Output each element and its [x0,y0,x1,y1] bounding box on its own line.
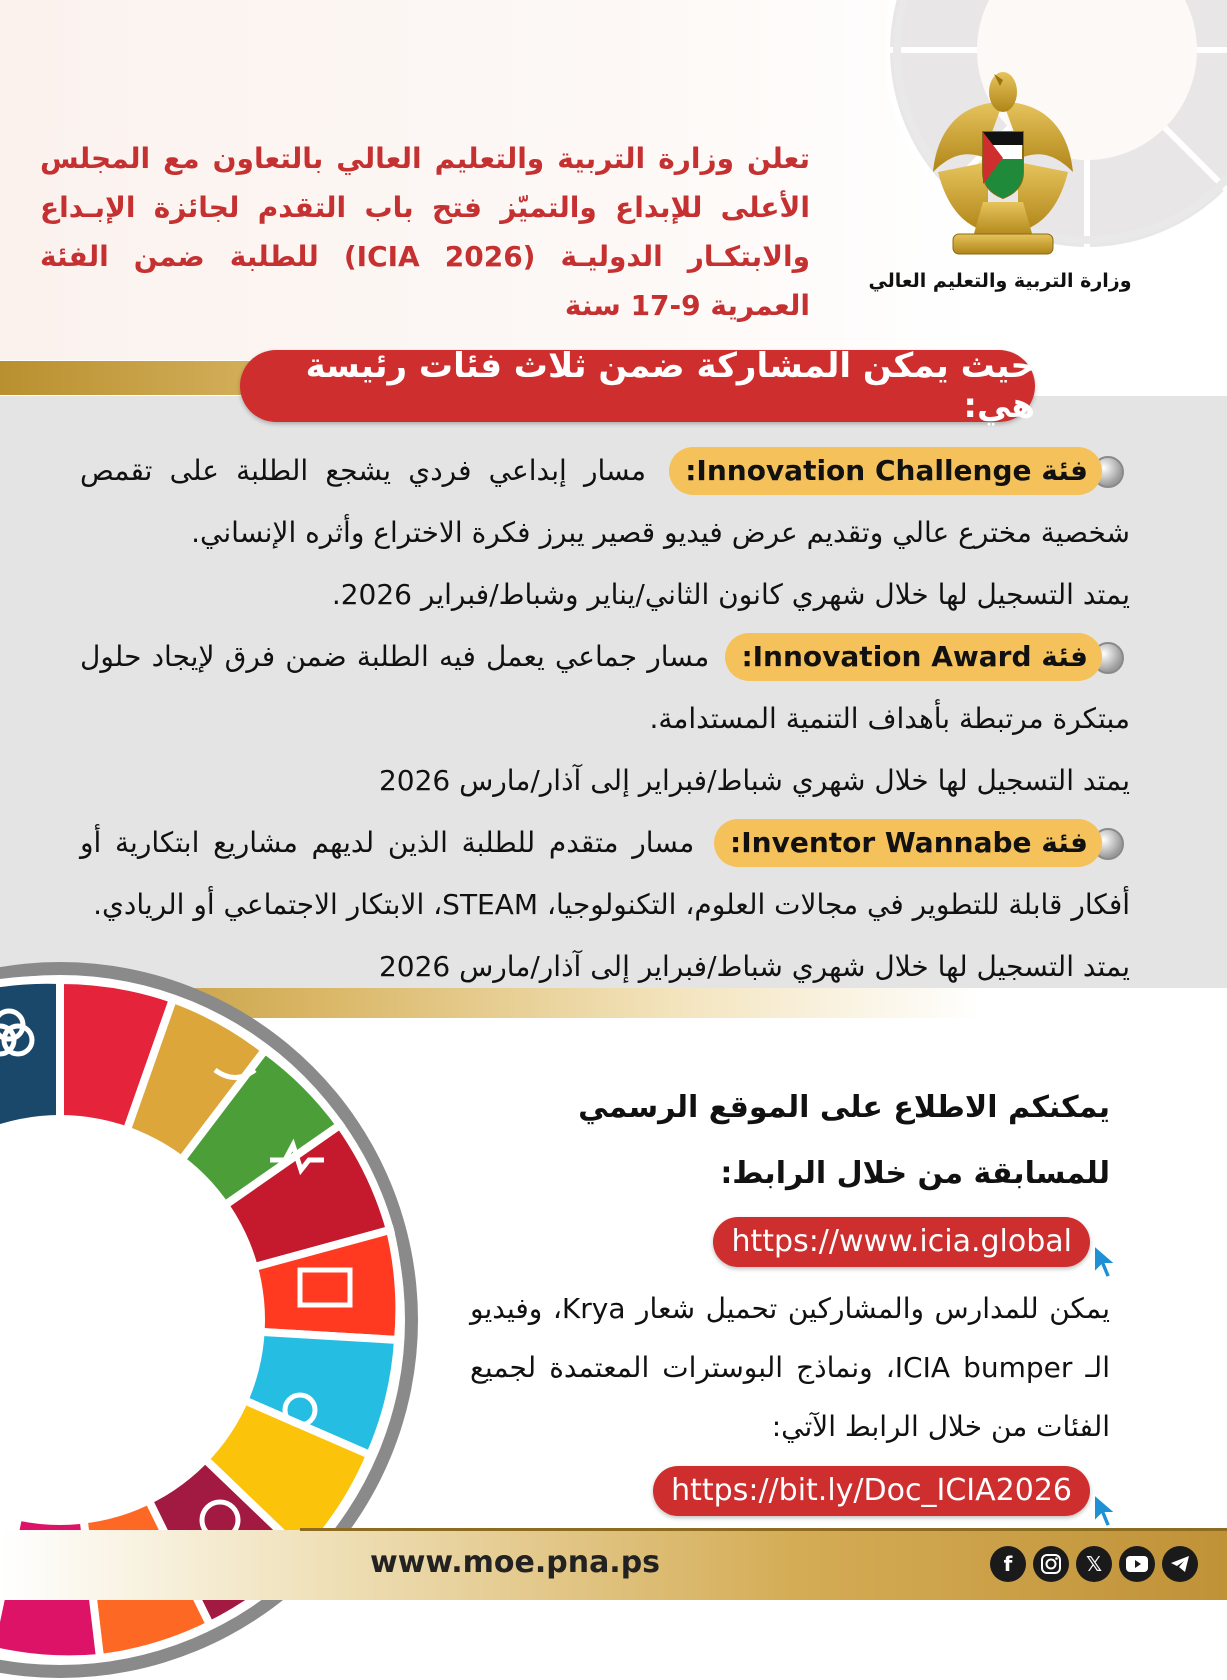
links-section [470,1075,1110,1528]
category-description: مسار إبداعي فردي يشجع الطلبة على تقمص شخصية مخترع عالي وتقديم عرض فيديو قصير يبرز فكرة الاختراع وأثره الإنساني. [80,454,1130,549]
category-title: فئة Inventor Wannabe: [714,819,1102,867]
youtube-icon[interactable] [1119,1546,1155,1582]
ministry-name: وزارة التربية والتعليم العالي [868,270,1132,292]
announcement-headline: تعلن وزارة التربية والتعليم العالي بالتعاون مع المجلس الأعلى للإبداع والتميّز فتح باب التقدم لجائزة الإبـداع والابتكـار الدوليـة (ICIA 2026) للطلبة ضمن الفئة العمرية 9-17 سنة [40,142,810,322]
categories-list [80,440,1130,998]
downloads-link[interactable]: https://bit.ly/Doc_ICIA2026 [653,1466,1090,1516]
category-item [80,626,1130,812]
category-description: مسار جماعي يعمل فيه الطلبة ضمن فرق لإيجاد حلول مبتكرة مرتبطة بأهداف التنمية المستدامة. [80,640,1130,735]
category-registration: يمتد التسجيل لها خلال شهري شباط/فبراير إلى آذار/مارس 2026 [378,950,1130,983]
downloads-text: يمكن للمدارس والمشاركين تحميل شعار Krya، وفيديو الـ ICIA bumper، ونماذج البوسترات المعتمدة لجميع الفئات من خلال الرابط الآتي: [470,1292,1110,1443]
footer-divider [300,1528,1227,1531]
link-row [470,1213,1110,1273]
category-title: فئة Innovation Award: [725,633,1102,681]
cursor-pointer-icon [1092,1243,1122,1281]
category-registration: يمتد التسجيل لها خلال شهري كانون الثاني/يناير وشباط/فبراير 2026. [331,578,1130,611]
instagram-icon[interactable] [1033,1546,1069,1582]
x-icon[interactable]: 𝕏 [1076,1546,1112,1582]
category-title: فئة Innovation Challenge: [669,447,1102,495]
category-registration: يمتد التسجيل لها خلال شهري شباط/فبراير إلى آذار/مارس 2026 [378,764,1130,797]
links-title: يمكنكم الاطلاع على الموقع الرسمي للمسابقة من خلال الرابط: [578,1090,1110,1191]
cursor-pointer-icon [1092,1492,1122,1530]
facebook-icon[interactable]: f [990,1546,1026,1582]
link-row [470,1462,1110,1522]
social-icons [990,1546,1198,1582]
category-item [80,440,1130,626]
palestine-eagle-emblem-icon [928,62,1078,262]
category-description: مسار متقدم للطلبة الذين لديهم مشاريع ابتكارية أو أفكار قابلة للتطوير في مجالات العلوم، التكنولوجيا، STEAM، الابتكار الاجتماعي أو الريادي. [80,826,1130,921]
ministry-website-link[interactable]: www.moe.pna.ps [370,1545,661,1580]
section-title: حيث يمكن المشاركة ضمن ثلاث فئات رئيسة هي: [240,350,1035,422]
telegram-icon[interactable] [1162,1546,1198,1582]
official-website-link[interactable]: https://www.icia.global [713,1217,1090,1267]
